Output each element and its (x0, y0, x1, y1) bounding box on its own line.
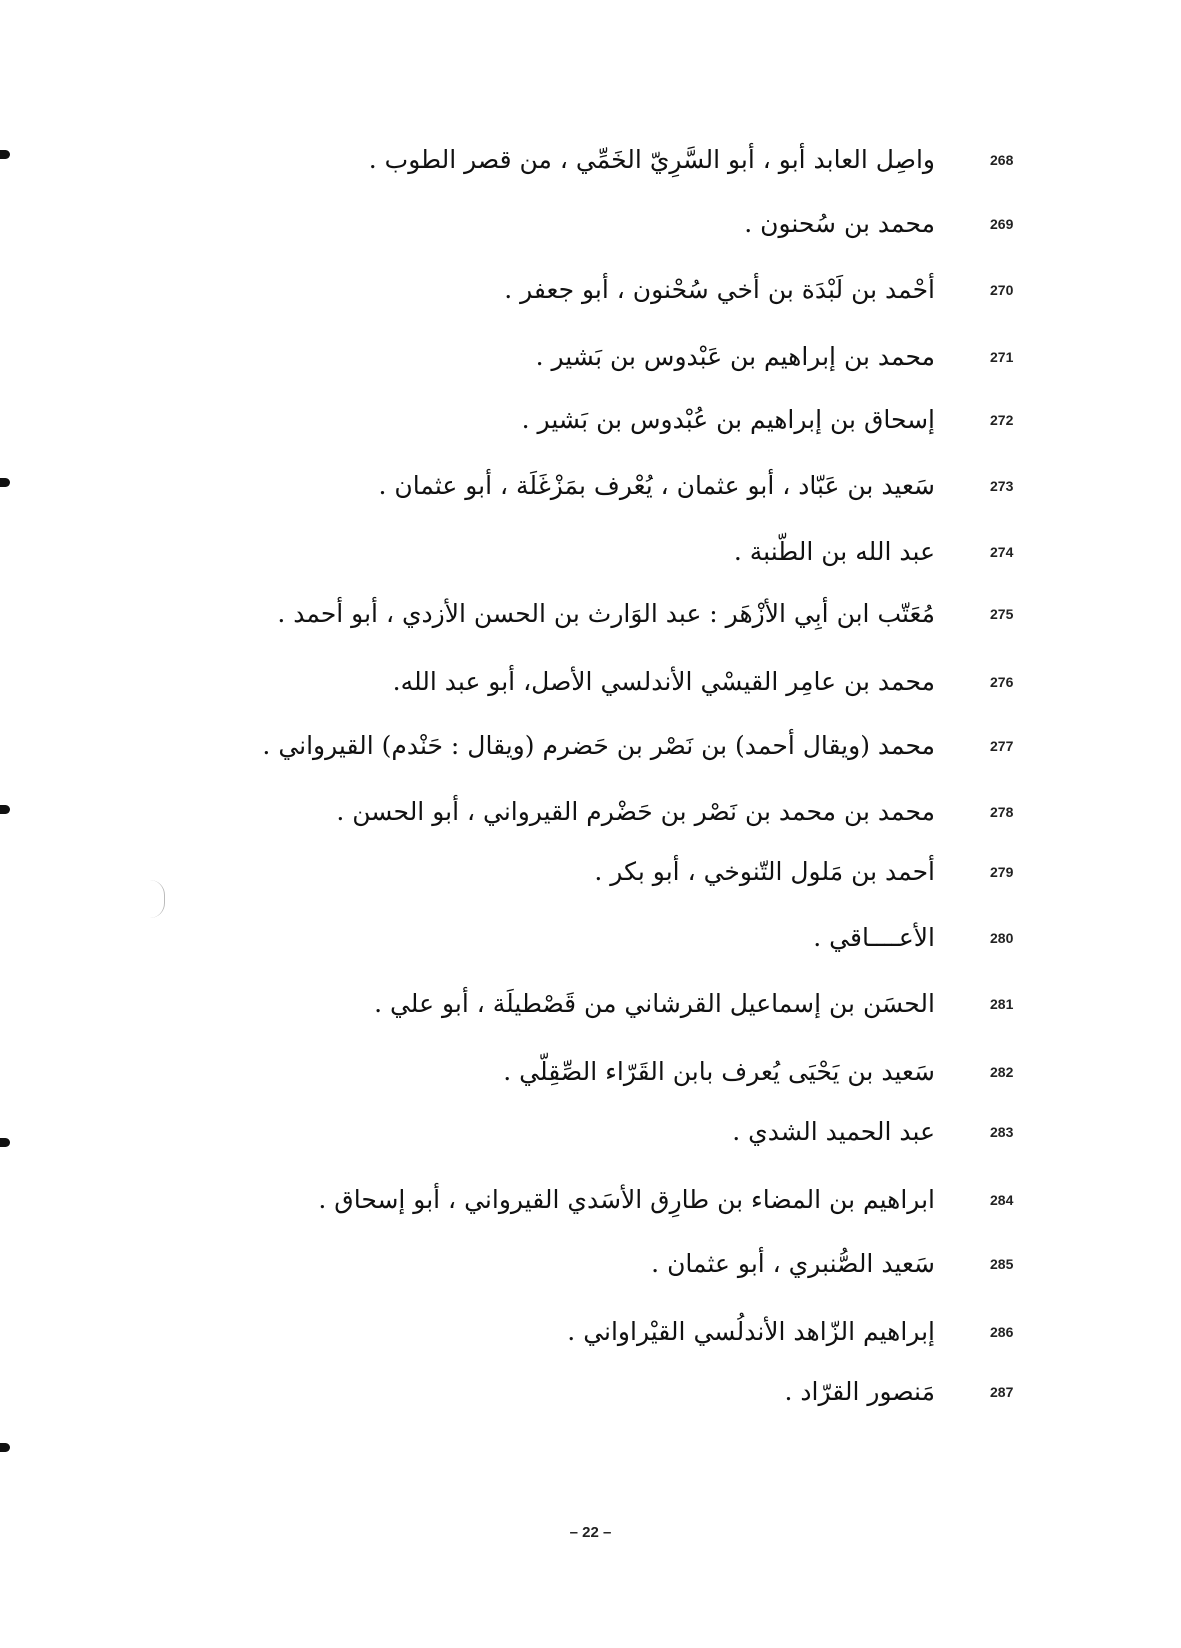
entry-row (100, 918, 1100, 968)
entry-text: عبد الحميد الشدي . (732, 1117, 935, 1146)
entry-row (100, 532, 1100, 582)
entry-text: محمد بن محمد بن نَصْر بن حَضْرم القيرواني ، أبو الحسن . (336, 797, 935, 826)
entry-row (100, 984, 1100, 1034)
entry-row (100, 204, 1100, 254)
entry-number: 275 (990, 606, 1014, 622)
entry-number: 284 (990, 1192, 1014, 1208)
entry-row (100, 726, 1100, 776)
entry-row (100, 140, 1100, 190)
entry-row (100, 662, 1100, 712)
entry-row (100, 1052, 1100, 1102)
entry-number: 270 (990, 282, 1014, 298)
entry-row (100, 270, 1100, 320)
margin-mark (0, 805, 10, 814)
entry-text: محمد بن إبراهيم بن عَبْدوس بن بَشير . (535, 342, 935, 371)
margin-mark (0, 150, 10, 159)
entry-number: 280 (990, 930, 1014, 946)
entry-text: عبد الله بن الطّنبة . (733, 537, 935, 566)
entry-row (100, 1244, 1100, 1294)
entry-text: إسحاق بن إبراهيم بن عُبْدوس بن بَشير . (521, 405, 935, 434)
entry-row (100, 1372, 1100, 1422)
entry-row (100, 1312, 1100, 1362)
margin-mark (0, 478, 10, 487)
entry-text: سَعيد بن يَحْيَى يُعرف بابن القَرّاء الصِّقِلّي . (503, 1057, 935, 1086)
entry-row (100, 337, 1100, 387)
entry-number: 276 (990, 674, 1014, 690)
entry-text: محمد (ويقال أحمد) بن نَصْر بن حَضرم (ويقال : حَنْدم) القيرواني . (262, 731, 935, 760)
entry-number: 283 (990, 1124, 1014, 1140)
entry-text: واصِل العابد أبو ، أبو السَّرِيّ الخَمِّي ، من قصر الطوب . (368, 145, 935, 174)
entry-text: محمد بن عامِر القيسْي الأندلسي الأصل، أبو عبد الله. (392, 667, 935, 696)
entry-number: 271 (990, 349, 1014, 365)
entry-text: مَنصور القرّاد . (784, 1377, 935, 1406)
entry-row (100, 400, 1100, 450)
entry-number: 269 (990, 216, 1014, 232)
entry-number: 277 (990, 738, 1014, 754)
entry-text: محمد بن سُحنون . (744, 209, 935, 238)
entry-number: 282 (990, 1064, 1014, 1080)
entry-text: إبراهيم الزّاهد الأندلُسي القيْراواني . (567, 1317, 935, 1346)
entry-number: 285 (990, 1256, 1014, 1272)
entry-text: سَعيد الصُّنبري ، أبو عثمان . (651, 1249, 935, 1278)
entry-row (100, 1112, 1100, 1162)
margin-mark (0, 1443, 10, 1452)
entry-number: 286 (990, 1324, 1014, 1340)
entry-number: 281 (990, 996, 1014, 1012)
entry-text: الحسَن بن إسماعيل القرشاني من قَصْطيلَة ، أبو علي . (374, 989, 935, 1018)
entry-number: 272 (990, 412, 1014, 428)
entry-number: 279 (990, 864, 1014, 880)
entry-number: 273 (990, 478, 1014, 494)
entry-row (100, 1180, 1100, 1230)
entry-number: 274 (990, 544, 1014, 560)
entry-number: 287 (990, 1384, 1014, 1400)
entry-text: الأعــــاقي . (813, 923, 935, 952)
entry-row (100, 466, 1100, 516)
entry-row (100, 594, 1100, 644)
entry-text: أحْمد بن لَبْدَة بن أخي سُحْنون ، أبو جعفر . (504, 275, 935, 304)
entry-text: سَعيد بن عَبّاد ، أبو عثمان ، يُعْرف بمَزْغَلَة ، أبو عثمان . (378, 471, 935, 500)
entry-number: 268 (990, 152, 1014, 168)
entry-row (100, 792, 1100, 842)
page-number: – 22 – (569, 1524, 612, 1541)
entry-text: أحمد بن مَلول التّنوخي ، أبو بكر . (594, 857, 935, 886)
entry-text: مُعَتّب ابن أبِي الأزْهَر : عبد الوَارث بن الحسن الأزدي ، أبو أحمد . (277, 599, 935, 628)
entry-text: ابراهيم بن المضاء بن طارِق الأسَدي القيرواني ، أبو إسحاق . (318, 1185, 935, 1214)
margin-mark (0, 1138, 10, 1147)
entry-number: 278 (990, 804, 1014, 820)
entry-row (100, 852, 1100, 902)
